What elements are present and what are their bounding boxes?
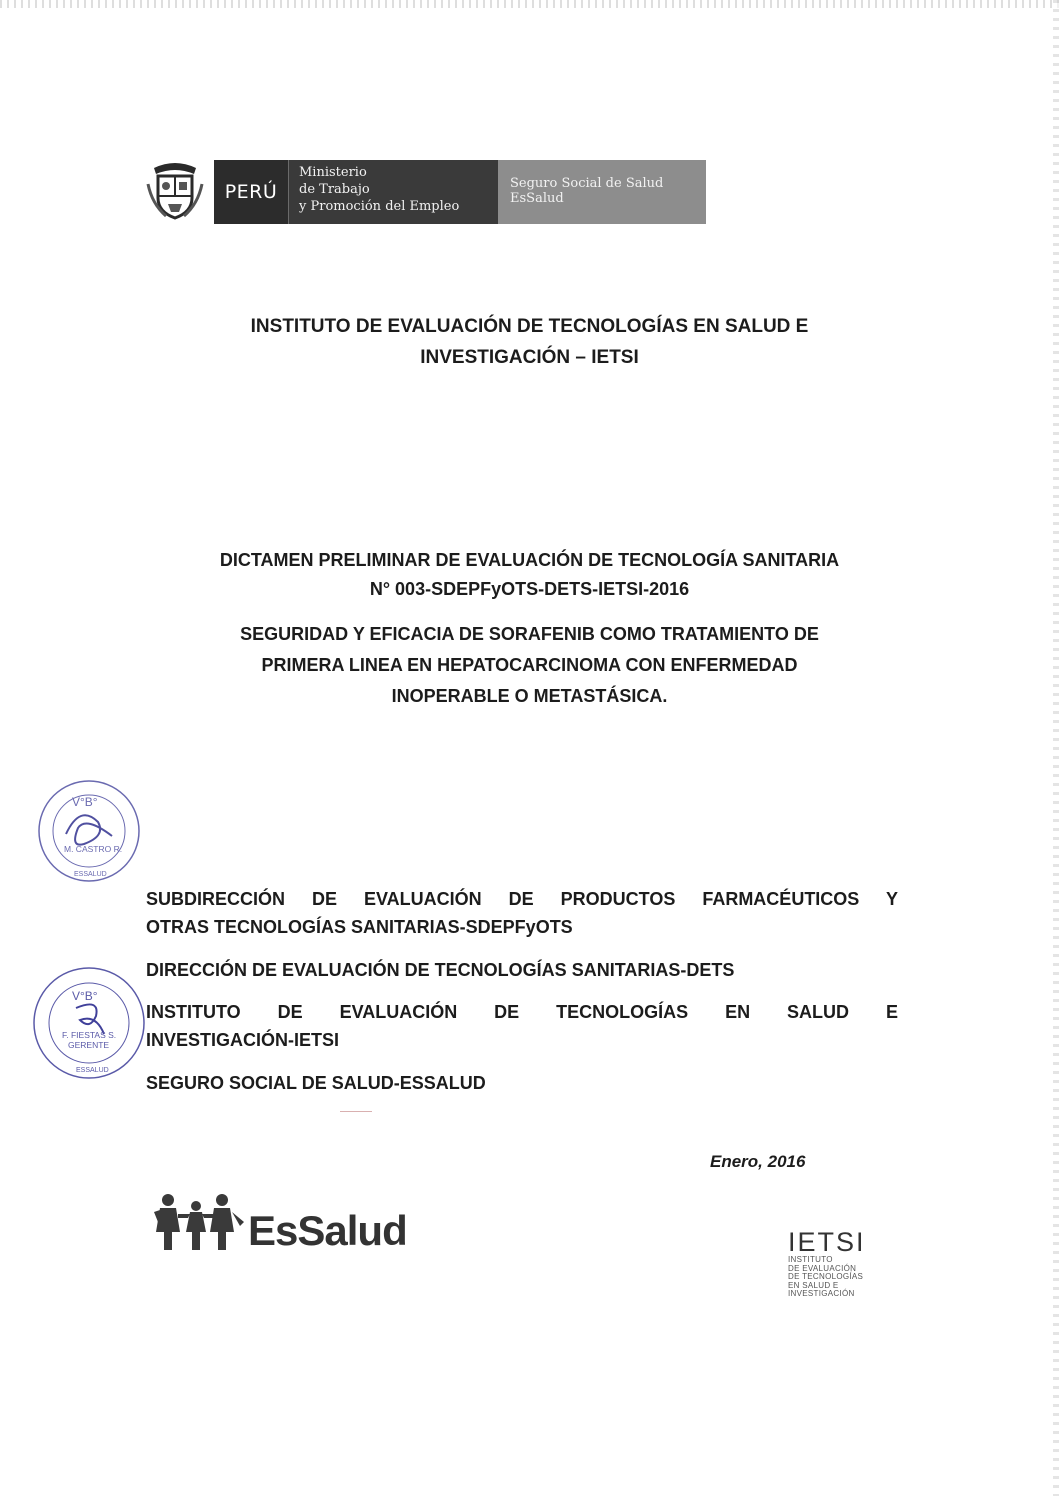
org-instituto-line1: INSTITUTO DE EVALUACIÓN DE TECNOLOGÍAS EN SALUD E bbox=[146, 1002, 898, 1022]
stamp1-vobo: V°B° bbox=[72, 795, 98, 809]
stamp2-name: F. FIESTAS S. bbox=[62, 1030, 117, 1040]
ietsi-wordmark: IETSI bbox=[788, 1227, 866, 1257]
subject-title: SEGURIDAD Y EFICACIA DE SORAFENIB COMO TRATAMIENTO DE PRIMERA LINEA EN HEPATOCARCINOMA CON ENFERMEDAD INOPERABLE O METASTÁSICA. bbox=[240, 624, 819, 706]
peru-coat-of-arms-icon bbox=[146, 154, 204, 224]
institute-title: INSTITUTO DE EVALUACIÓN DE TECNOLOGÍAS EN SALUD E INVESTIGACIÓN – IETSI bbox=[250, 316, 809, 368]
government-banner bbox=[214, 160, 706, 224]
stamp1-footer: ESSALUD bbox=[74, 871, 107, 878]
approval-stamp-castro bbox=[36, 776, 142, 886]
org-instituto-line2: INVESTIGACIÓN-IETSI bbox=[146, 1030, 340, 1050]
essalud-label: Seguro Social de Salud EsSalud bbox=[498, 160, 706, 224]
essalud-wordmark: EsSalud bbox=[248, 1207, 407, 1254]
org-subdireccion-line2: OTRAS TECNOLOGÍAS SANITARIAS-SDEPFyOTS bbox=[146, 917, 573, 937]
essalud-logo bbox=[152, 1192, 407, 1252]
divider-mark bbox=[340, 1111, 372, 1112]
stamp2-vobo: V°B° bbox=[72, 989, 98, 1003]
stamp2-role: GERENTE bbox=[68, 1040, 110, 1050]
scan-artifact-right bbox=[1053, 0, 1059, 1496]
org-direccion: DIRECCIÓN DE EVALUACIÓN DE TECNOLOGÍAS SANITARIAS-DETS bbox=[146, 960, 735, 980]
stamp2-footer: ESSALUD bbox=[76, 1067, 109, 1074]
dictamen-title: DICTAMEN PRELIMINAR DE EVALUACIÓN DE TECNOLOGÍA SANITARIA N° 003-SDEPFyOTS-DETS-IETSI-2016 bbox=[219, 550, 840, 599]
approval-stamp-fiestas bbox=[30, 964, 148, 1082]
ietsi-logo bbox=[788, 1228, 888, 1299]
ministerio-label: Ministerio de Trabajo y Promoción del Empleo bbox=[288, 160, 498, 224]
document-date: Enero, 2016 bbox=[710, 1152, 806, 1171]
scan-artifact-top bbox=[0, 0, 1059, 8]
org-seguro: SEGURO SOCIAL DE SALUD-ESSALUD bbox=[146, 1073, 486, 1093]
stamp1-name: M. CASTRO R. bbox=[64, 844, 123, 854]
ietsi-subtitle: INSTITUTO DE EVALUACIÓN DE TECNOLOGÍAS EN SALUD E INVESTIGACIÓN bbox=[788, 1255, 864, 1298]
essalud-family-icon bbox=[152, 1192, 246, 1252]
org-subdireccion-line1: SUBDIRECCIÓN DE EVALUACIÓN DE PRODUCTOS FARMACÉUTICOS Y bbox=[146, 889, 898, 909]
peru-label: PERÚ bbox=[214, 160, 288, 224]
